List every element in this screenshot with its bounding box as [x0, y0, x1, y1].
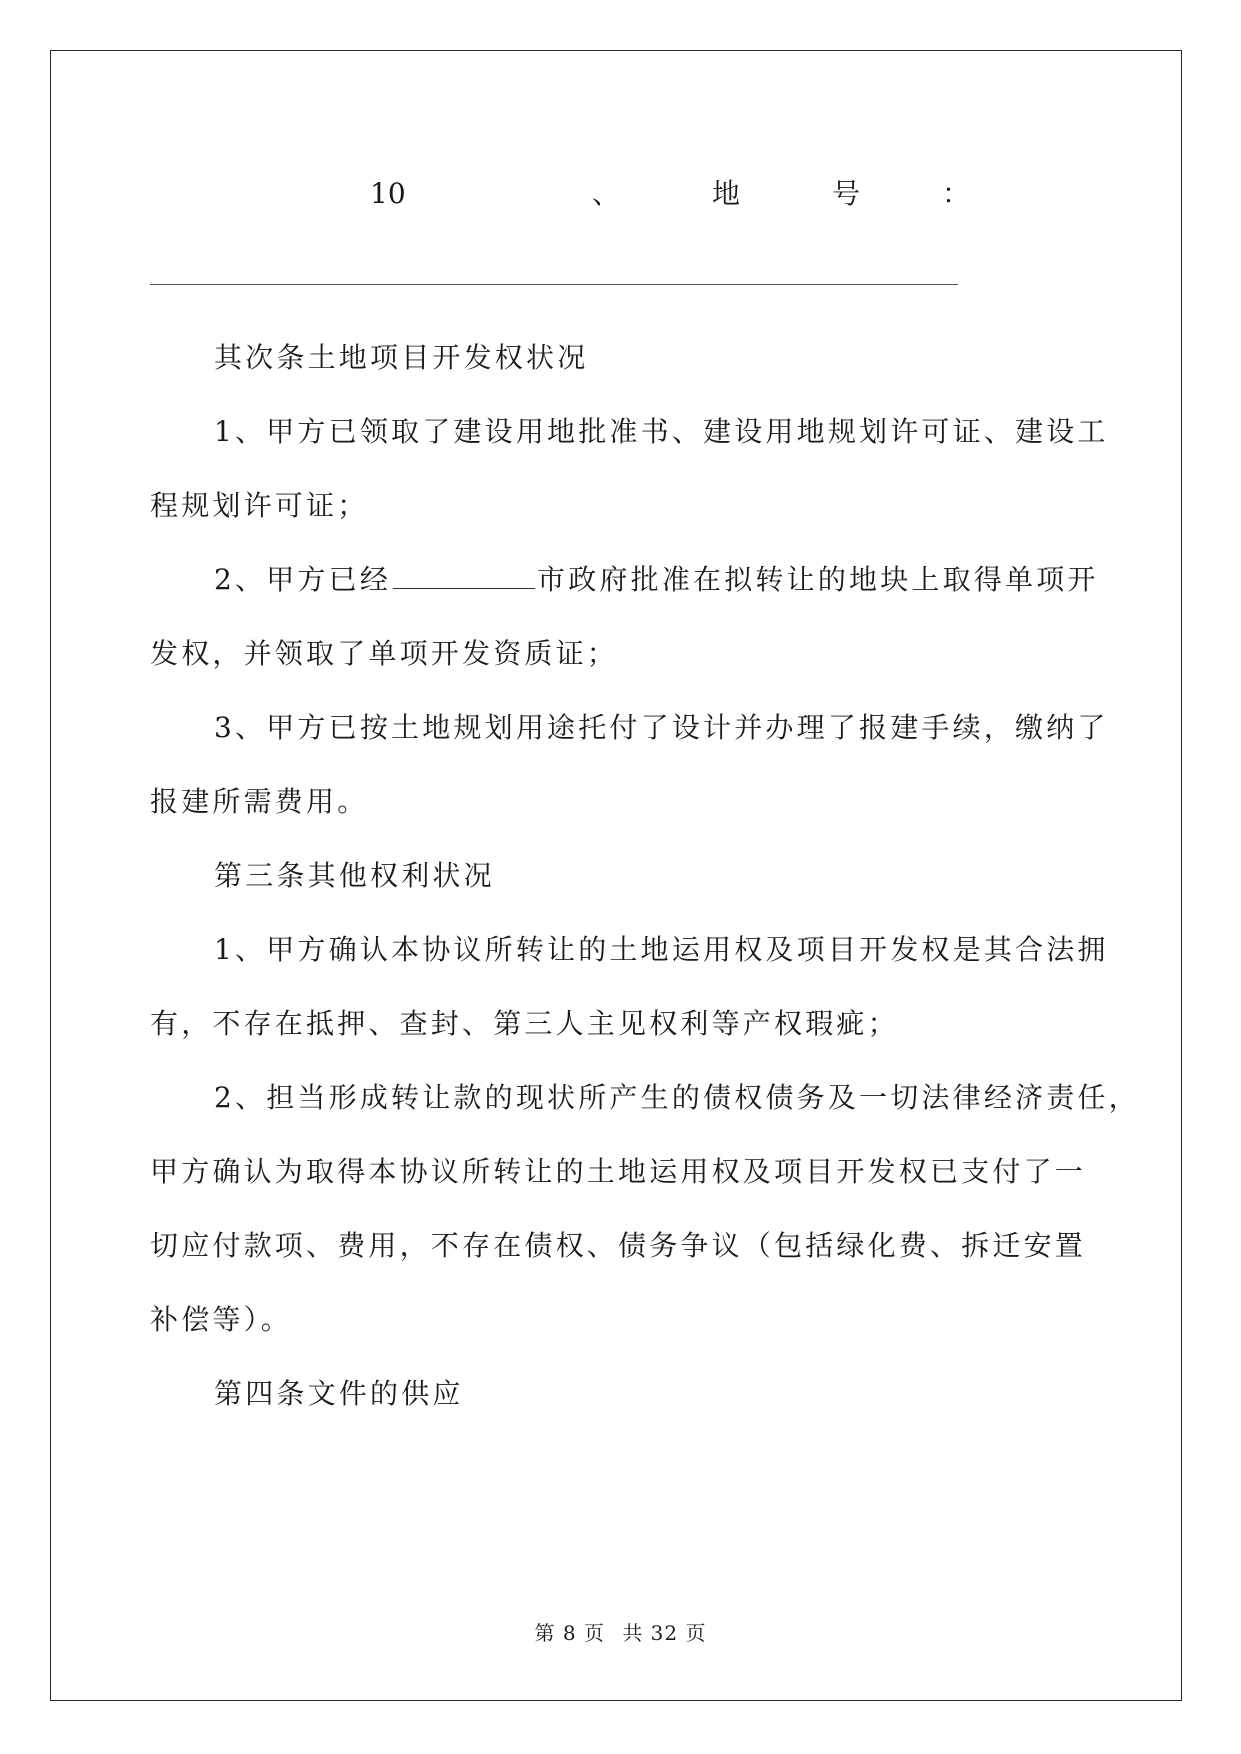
current-page-label: 第 8 页	[534, 1621, 605, 1645]
s3-para1-line2: 有，不存在抵押、查封、第三人主见权利等产权瑕疵；	[150, 1007, 899, 1040]
fill-in-blank-line	[150, 284, 958, 285]
section-3-title: 第三条其他权利状况	[214, 859, 495, 892]
page-footer	[0, 1621, 1241, 1645]
label-char-di: 地	[712, 177, 741, 210]
item-number: 10	[370, 177, 406, 210]
section-4-title: 第四条文件的供应	[214, 1377, 464, 1410]
s2-para3-line2: 报建所需费用。	[150, 785, 369, 818]
s3-para2-line4: 补偿等）。	[150, 1303, 293, 1336]
blank-field	[393, 560, 535, 589]
section-2-title: 其次条土地项目开发权状况	[214, 341, 589, 374]
s3-para2-line3: 切应付款项、费用，不存在债权、债务争议（包括绿化费、拆迁安置	[150, 1229, 1087, 1262]
s3-para2-line2: 甲方确认为取得本协议所转让的土地运用权及项目开发权已支付了一	[150, 1155, 1087, 1188]
s2-para3-line1: 3、甲方已按土地规划用途托付了设计并办理了报建手续，缴纳了	[214, 711, 1109, 744]
colon: ：	[942, 177, 971, 210]
total-pages-label: 共 32 页	[622, 1621, 707, 1645]
s3-para2-line1: 2、担当形成转让款的现状所产生的债权债务及一切法律经济责任，	[214, 1081, 1140, 1114]
land-number-line	[262, 174, 1080, 214]
s2-para1-line1: 1、甲方已领取了建设用地批准书、建设用地规划许可证、建设工	[214, 415, 1109, 448]
label-char-hao: 号	[832, 177, 861, 210]
s2-para1-line2: 程规划许可证；	[150, 489, 369, 522]
s2-para2-prefix: 2、甲方已经	[214, 563, 392, 596]
separator: 、	[592, 177, 621, 210]
s2-para2-suffix: 市政府批准在拟转让的地块上取得单项开	[537, 563, 1099, 596]
s3-para1-line1: 1、甲方确认本协议所转让的土地运用权及项目开发权是其合法拥	[214, 933, 1109, 966]
s2-para2-line1	[214, 560, 1099, 600]
s2-para2-line2: 发权，并领取了单项开发资质证；	[150, 637, 619, 670]
